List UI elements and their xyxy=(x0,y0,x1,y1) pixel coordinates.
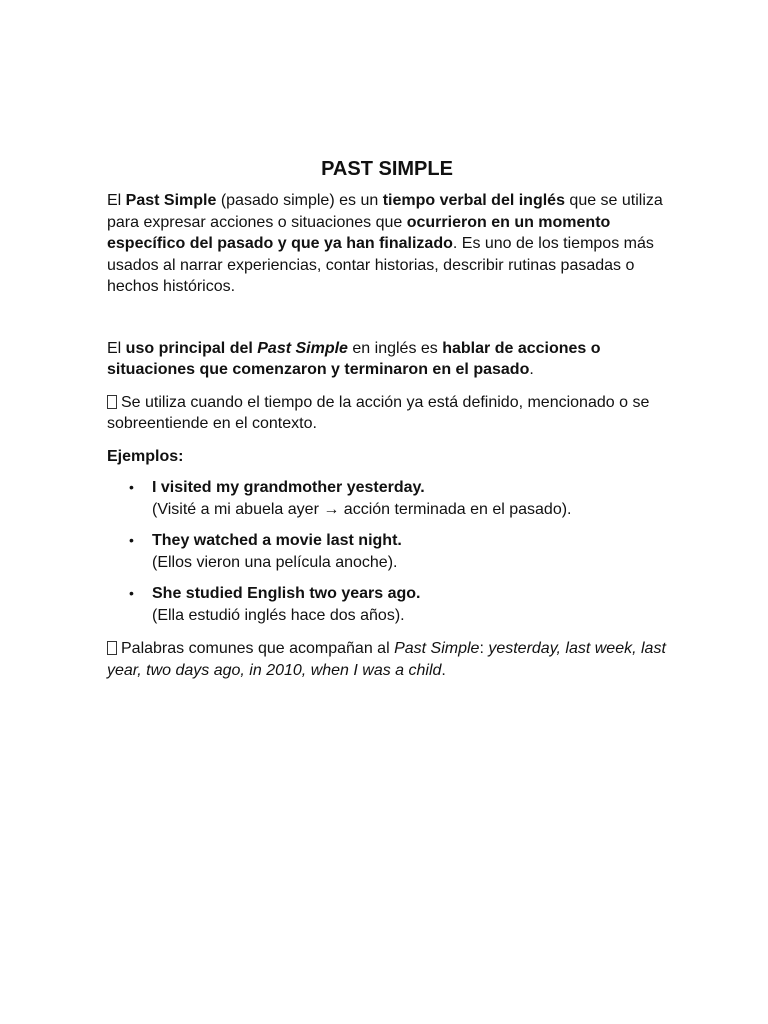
missing-glyph-icon xyxy=(107,395,117,409)
bullet-icon: • xyxy=(129,585,134,601)
intro-bold-1: Past Simple xyxy=(125,192,217,209)
list-item xyxy=(107,530,667,573)
words-italic-2: yesterday, last week, last year, two days ago, in 2010, when I was a child xyxy=(107,640,666,679)
intro-paragraph xyxy=(107,190,667,298)
example-translation: (Visité a mi abuela ayer → acción terminada en el pasado). xyxy=(152,500,572,518)
note-paragraph xyxy=(107,392,667,435)
common-words-paragraph xyxy=(107,638,667,681)
intro-text-4: . Es uno de los tiempos más usados al narrar experiencias, contar historias, describir rutinas pasadas o hechos históricos. xyxy=(107,235,654,295)
example-english: I visited my grandmother yesterday. xyxy=(152,479,425,496)
intro-bold-2: tiempo verbal del inglés xyxy=(382,192,565,209)
intro-text-3: que se utiliza para expresar acciones o situaciones que xyxy=(107,192,663,231)
list-item xyxy=(107,477,667,520)
words-text-1: Palabras comunes que acompañan al xyxy=(121,640,395,657)
examples-list xyxy=(107,477,667,626)
intro-bold-3: ocurrieron en un momento específico del pasado y que ya han finalizado xyxy=(107,213,611,252)
usage-paragraph xyxy=(107,338,667,381)
example-english: She studied English two years ago. xyxy=(152,585,421,602)
example-english: They watched a movie last night. xyxy=(152,532,402,549)
page-title: PAST SIMPLE xyxy=(321,158,453,180)
examples-heading: Ejemplos: xyxy=(107,447,184,465)
intro-text-1: El xyxy=(107,192,126,209)
usage-bold-2: hablar de acciones o situaciones que comenzaron y terminaron en el pasado xyxy=(107,339,601,378)
usage-text-1: El xyxy=(107,339,126,357)
usage-bold-italic-1: Past Simple xyxy=(257,339,348,357)
usage-text-3: . xyxy=(529,361,534,378)
intro-text-2: (pasado simple) es un xyxy=(216,192,383,209)
example-translation: (Ellos vieron una película anoche). xyxy=(152,553,398,571)
document-page xyxy=(107,156,667,681)
usage-bold-1: uso principal del xyxy=(125,339,258,357)
bullet-icon: • xyxy=(129,479,134,495)
example-translation: (Ella estudió inglés hace dos años). xyxy=(152,606,405,624)
words-text-2: : xyxy=(479,640,489,657)
note-text: Se utiliza cuando el tiempo de la acción ya está definido, mencionado o se sobreentiende en el contexto. xyxy=(107,393,650,432)
usage-text-2: en inglés es xyxy=(347,339,443,357)
bullet-icon: • xyxy=(129,532,134,548)
missing-glyph-icon xyxy=(107,641,117,655)
words-text-3: . xyxy=(441,661,446,679)
words-italic-1: Past Simple xyxy=(394,640,480,657)
list-item xyxy=(107,583,667,626)
